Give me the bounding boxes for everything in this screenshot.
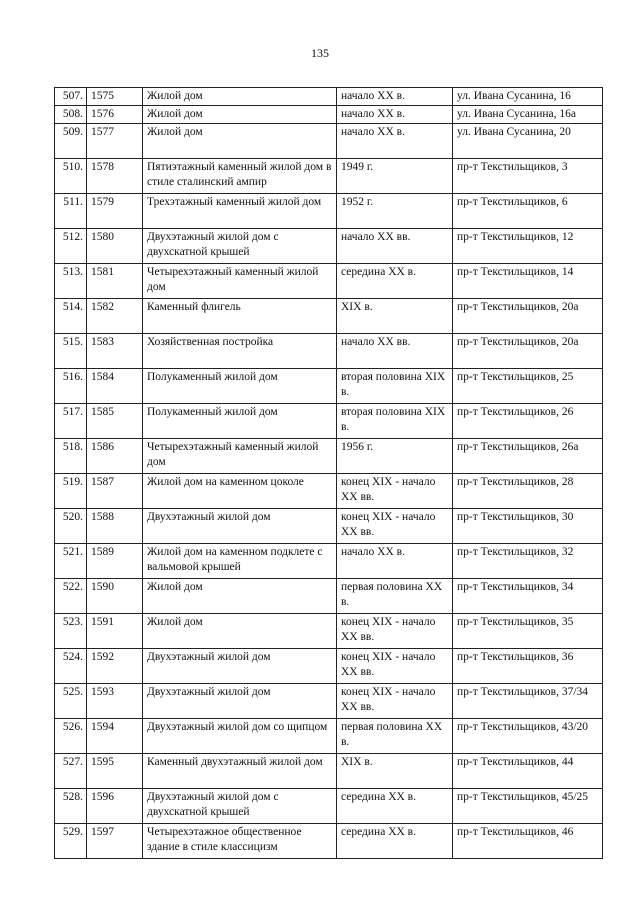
- row-number-cell: 521.: [55, 544, 87, 579]
- dating-cell: конец XIX - начало XX вв.: [337, 649, 453, 684]
- dating-cell: начало XX в.: [337, 124, 453, 159]
- address-cell: пр-т Текстильщиков, 26а: [453, 439, 603, 474]
- row-number-cell: 507.: [55, 88, 87, 106]
- row-number-cell: 509.: [55, 124, 87, 159]
- dating-cell: начало XX в.: [337, 106, 453, 124]
- address-cell: пр-т Текстильщиков, 30: [453, 509, 603, 544]
- table-row: [55, 124, 603, 159]
- address-cell: пр-т Текстильщиков, 28: [453, 474, 603, 509]
- object-name-cell: Жилой дом на каменном цоколе: [143, 474, 337, 509]
- address-cell: пр-т Текстильщиков, 12: [453, 229, 603, 264]
- row-number-cell: 510.: [55, 159, 87, 194]
- table-row: [55, 719, 603, 754]
- row-number-cell: 527.: [55, 754, 87, 789]
- table-row: [55, 614, 603, 649]
- object-code-cell: 1590: [87, 579, 143, 614]
- address-cell: пр-т Текстильщиков, 35: [453, 614, 603, 649]
- dating-cell: первая половина XX в.: [337, 719, 453, 754]
- object-code-cell: 1591: [87, 614, 143, 649]
- row-number-cell: 516.: [55, 369, 87, 404]
- object-name-cell: Жилой дом на каменном подклете с вальмовой крышей: [143, 544, 337, 579]
- address-cell: пр-т Текстильщиков, 36: [453, 649, 603, 684]
- dating-cell: XIX в.: [337, 754, 453, 789]
- object-code-cell: 1593: [87, 684, 143, 719]
- object-name-cell: Полукаменный жилой дом: [143, 404, 337, 439]
- page-number: 135: [311, 46, 329, 60]
- table-row: [55, 106, 603, 124]
- row-number-cell: 513.: [55, 264, 87, 299]
- dating-cell: 1956 г.: [337, 439, 453, 474]
- row-number-cell: 519.: [55, 474, 87, 509]
- row-number-cell: 517.: [55, 404, 87, 439]
- object-name-cell: Двухэтажный жилой дом со щипцом: [143, 719, 337, 754]
- object-name-cell: Четырехэтажное общественное здание в стиле классицизм: [143, 824, 337, 859]
- row-number-cell: 515.: [55, 334, 87, 369]
- object-code-cell: 1580: [87, 229, 143, 264]
- object-code-cell: 1595: [87, 754, 143, 789]
- object-name-cell: Жилой дом: [143, 124, 337, 159]
- object-name-cell: Жилой дом: [143, 579, 337, 614]
- object-code-cell: 1587: [87, 474, 143, 509]
- table-row: [55, 369, 603, 404]
- dating-cell: вторая половина XIX в.: [337, 404, 453, 439]
- object-code-cell: 1594: [87, 719, 143, 754]
- object-name-cell: Жилой дом: [143, 614, 337, 649]
- address-cell: пр-т Текстильщиков, 37/34: [453, 684, 603, 719]
- object-name-cell: Хозяйственная постройка: [143, 334, 337, 369]
- address-cell: ул. Ивана Сусанина, 16а: [453, 106, 603, 124]
- table-row: [55, 194, 603, 229]
- object-name-cell: Полукаменный жилой дом: [143, 369, 337, 404]
- address-cell: пр-т Текстильщиков, 34: [453, 579, 603, 614]
- object-name-cell: Двухэтажный жилой дом: [143, 509, 337, 544]
- object-name-cell: Жилой дом: [143, 106, 337, 124]
- address-cell: пр-т Текстильщиков, 26: [453, 404, 603, 439]
- address-cell: пр-т Текстильщиков, 3: [453, 159, 603, 194]
- table-row: [55, 824, 603, 859]
- table-row: [55, 509, 603, 544]
- table-row: [55, 544, 603, 579]
- row-number-cell: 518.: [55, 439, 87, 474]
- object-name-cell: Каменный флигель: [143, 299, 337, 334]
- object-code-cell: 1592: [87, 649, 143, 684]
- dating-cell: конец XIX - начало XX вв.: [337, 509, 453, 544]
- row-number-cell: 529.: [55, 824, 87, 859]
- object-code-cell: 1584: [87, 369, 143, 404]
- table-row: [55, 754, 603, 789]
- object-code-cell: 1589: [87, 544, 143, 579]
- row-number-cell: 526.: [55, 719, 87, 754]
- table-row: [55, 229, 603, 264]
- row-number-cell: 520.: [55, 509, 87, 544]
- dating-cell: конец XIX - начало XX вв.: [337, 684, 453, 719]
- table-row: [55, 264, 603, 299]
- object-code-cell: 1582: [87, 299, 143, 334]
- object-name-cell: Четырехэтажный каменный жилой дом: [143, 439, 337, 474]
- address-cell: пр-т Текстильщиков, 46: [453, 824, 603, 859]
- object-name-cell: Каменный двухэтажный жилой дом: [143, 754, 337, 789]
- table-row: [55, 789, 603, 824]
- dating-cell: первая половина XX в.: [337, 579, 453, 614]
- row-number-cell: 522.: [55, 579, 87, 614]
- row-number-cell: 508.: [55, 106, 87, 124]
- table-row: [55, 299, 603, 334]
- address-cell: пр-т Текстильщиков, 14: [453, 264, 603, 299]
- address-cell: пр-т Текстильщиков, 32: [453, 544, 603, 579]
- dating-cell: конец XIX - начало XX вв.: [337, 614, 453, 649]
- table-row: [55, 334, 603, 369]
- row-number-cell: 511.: [55, 194, 87, 229]
- object-code-cell: 1579: [87, 194, 143, 229]
- dating-cell: начало XX вв.: [337, 334, 453, 369]
- address-cell: пр-т Текстильщиков, 20а: [453, 299, 603, 334]
- dating-cell: конец XIX - начало XX вв.: [337, 474, 453, 509]
- object-code-cell: 1597: [87, 824, 143, 859]
- object-code-cell: 1575: [87, 88, 143, 106]
- dating-cell: вторая половина XIX в.: [337, 369, 453, 404]
- object-name-cell: Пятиэтажный каменный жилой дом в стиле сталинский ампир: [143, 159, 337, 194]
- object-name-cell: Двухэтажный жилой дом с двухскатной крышей: [143, 789, 337, 824]
- address-cell: пр-т Текстильщиков, 6: [453, 194, 603, 229]
- dating-cell: 1952 г.: [337, 194, 453, 229]
- table-row: [55, 404, 603, 439]
- dating-cell: середина XX в.: [337, 824, 453, 859]
- row-number-cell: 514.: [55, 299, 87, 334]
- address-cell: пр-т Текстильщиков, 43/20: [453, 719, 603, 754]
- object-code-cell: 1588: [87, 509, 143, 544]
- object-code-cell: 1583: [87, 334, 143, 369]
- table-row: [55, 649, 603, 684]
- dating-cell: середина XX в.: [337, 264, 453, 299]
- address-cell: пр-т Текстильщиков, 25: [453, 369, 603, 404]
- row-number-cell: 512.: [55, 229, 87, 264]
- row-number-cell: 528.: [55, 789, 87, 824]
- address-cell: ул. Ивана Сусанина, 16: [453, 88, 603, 106]
- object-name-cell: Двухэтажный жилой дом: [143, 684, 337, 719]
- object-name-cell: Четырехэтажный каменный жилой дом: [143, 264, 337, 299]
- dating-cell: начало XX в.: [337, 544, 453, 579]
- table-row: [55, 439, 603, 474]
- address-cell: пр-т Текстильщиков, 20а: [453, 334, 603, 369]
- row-number-cell: 524.: [55, 649, 87, 684]
- object-name-cell: Двухэтажный жилой дом: [143, 649, 337, 684]
- object-name-cell: Жилой дом: [143, 88, 337, 106]
- object-code-cell: 1596: [87, 789, 143, 824]
- dating-cell: начало XX в.: [337, 88, 453, 106]
- address-cell: ул. Ивана Сусанина, 20: [453, 124, 603, 159]
- object-name-cell: Трехэтажный каменный жилой дом: [143, 194, 337, 229]
- row-number-cell: 525.: [55, 684, 87, 719]
- dating-cell: начало XX вв.: [337, 229, 453, 264]
- dating-cell: 1949 г.: [337, 159, 453, 194]
- dating-cell: XIX в.: [337, 299, 453, 334]
- table-row: [55, 474, 603, 509]
- table-row: [55, 159, 603, 194]
- table-row: [55, 684, 603, 719]
- heritage-registry-table: [54, 87, 603, 859]
- object-code-cell: 1581: [87, 264, 143, 299]
- object-code-cell: 1576: [87, 106, 143, 124]
- object-code-cell: 1586: [87, 439, 143, 474]
- object-code-cell: 1577: [87, 124, 143, 159]
- address-cell: пр-т Текстильщиков, 45/25: [453, 789, 603, 824]
- table-row: [55, 88, 603, 106]
- object-code-cell: 1578: [87, 159, 143, 194]
- table-row: [55, 579, 603, 614]
- address-cell: пр-т Текстильщиков, 44: [453, 754, 603, 789]
- registry-body: [55, 88, 603, 859]
- dating-cell: середина XX в.: [337, 789, 453, 824]
- row-number-cell: 523.: [55, 614, 87, 649]
- object-name-cell: Двухэтажный жилой дом с двухскатной крышей: [143, 229, 337, 264]
- object-code-cell: 1585: [87, 404, 143, 439]
